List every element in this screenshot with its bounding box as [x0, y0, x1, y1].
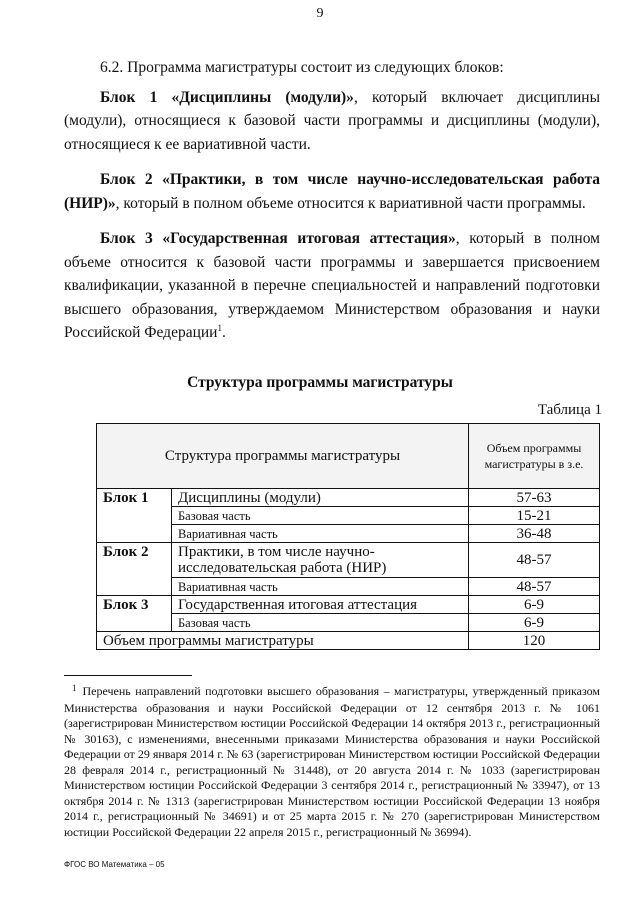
block2-var-value: 48-57 [469, 578, 600, 596]
block3-base-label: Базовая часть [172, 614, 469, 632]
table-row [97, 614, 600, 632]
block1-label: Блок 1 [97, 489, 172, 543]
body-text [64, 56, 600, 345]
footnote-mark: 1 [72, 683, 77, 693]
block3-text: , который в полном объеме относится к базовой части программы и завершается присвоением квалификации, указанной в перечне специальностей и направлений подготовки высшего образования, утверждаемом Министерством образования и науки Российской Федерации [64, 230, 600, 341]
block3-value: 6-9 [469, 596, 600, 614]
block3-paragraph [64, 227, 600, 345]
table-label: Таблица 1 [537, 402, 602, 418]
block2-value: 48-57 [469, 543, 600, 578]
total-label: Объем программы магистратуры [97, 632, 469, 650]
table-total-row [97, 632, 600, 650]
total-value: 120 [469, 632, 600, 650]
block2-label: Блок 2 [97, 543, 172, 596]
footnote-reference[interactable]: 1 [217, 322, 222, 333]
block3-title: Государственная итоговая аттестация [172, 596, 469, 614]
block2-heading: Блок 2 «Практики, в том числе научно-исследовательская работа (НИР)» [64, 171, 600, 212]
block3-end: . [221, 324, 226, 341]
block1-title: Дисциплины (модули) [172, 489, 469, 507]
header-volume: Объем программы магистратуры в з.е. [469, 424, 600, 489]
table-header-row [97, 424, 600, 489]
block3-base-value: 6-9 [469, 614, 600, 632]
block1-paragraph [64, 86, 600, 157]
table-row [97, 489, 600, 507]
structure-table [96, 423, 600, 650]
table-row [97, 596, 600, 614]
table-row [97, 543, 600, 578]
table-row [97, 525, 600, 543]
block1-text: , который включает дисциплины (модули), относящиеся к базовой части программы и дисциплины (модули), относящиеся к ее вариативной части. [64, 88, 600, 153]
table-row [97, 507, 600, 525]
page-number: 9 [316, 6, 324, 21]
block1-base-value: 15-21 [469, 507, 600, 525]
footnote-text: Перечень направлений подготовки высшего образования – магистратуры, утвержденный приказом Министерства образования и науки Российской Федерации от 12 сентября 2013 г. № 1061 (зарегистрирован Министерством юстиции Российской Федерации 14 октября 2013 г., регистрационный № 30163), с изменениями, внесенными приказами Министерства образования и науки Российской Федерации от 29 января 2014 г. № 63 (зарегистрирован Министерством юстиции Российской Федерации 28 февраля 2014 г., регистрационный № 31448), от 20 августа 2014 г. № 1033 (зарегистрирован Министерством юстиции Российской Федерации 3 сентября 2014 г., регистрационный № 33947), от 13 октября 2014 г. № 1313 (зарегистрирован Министерством юстиции Российской Федерации 13 ноября 2014 г., регистрационный № 34691) и от 25 марта 2015 г. № 270 (зарегистрирован Министерством юстиции Российской Федерации 22 апреля 2015 г., регистрационный № 36994). [64, 684, 600, 839]
header-structure: Структура программы магистратуры [97, 424, 469, 489]
block1-base-label: Базовая часть [172, 507, 469, 525]
block3-heading: Блок 3 «Государственная итоговая аттестация» [100, 230, 456, 247]
table-row [97, 578, 600, 596]
block2-paragraph [64, 168, 600, 215]
block2-title: Практики, в том числе научно-исследовательская работа (НИР) [172, 543, 469, 578]
block1-var-value: 36-48 [469, 525, 600, 543]
block3-label: Блок 3 [97, 596, 172, 632]
page-footer: ФГОС ВО Математика – 05 [64, 860, 165, 869]
block1-heading: Блок 1 «Дисциплины (модули)» [100, 88, 354, 106]
block2-text: , который в полном объеме относится к вариативной части программы. [115, 194, 586, 212]
footnote-divider [64, 675, 192, 676]
block1-value: 57-63 [469, 489, 600, 507]
intro-paragraph: 6.2. Программа магистратуры состоит из следующих блоков: [100, 59, 504, 76]
block1-var-label: Вариативная часть [172, 525, 469, 543]
table-title: Структура программы магистратуры [187, 374, 453, 391]
footnote [64, 684, 600, 840]
block2-var-label: Вариативная часть [172, 578, 469, 596]
